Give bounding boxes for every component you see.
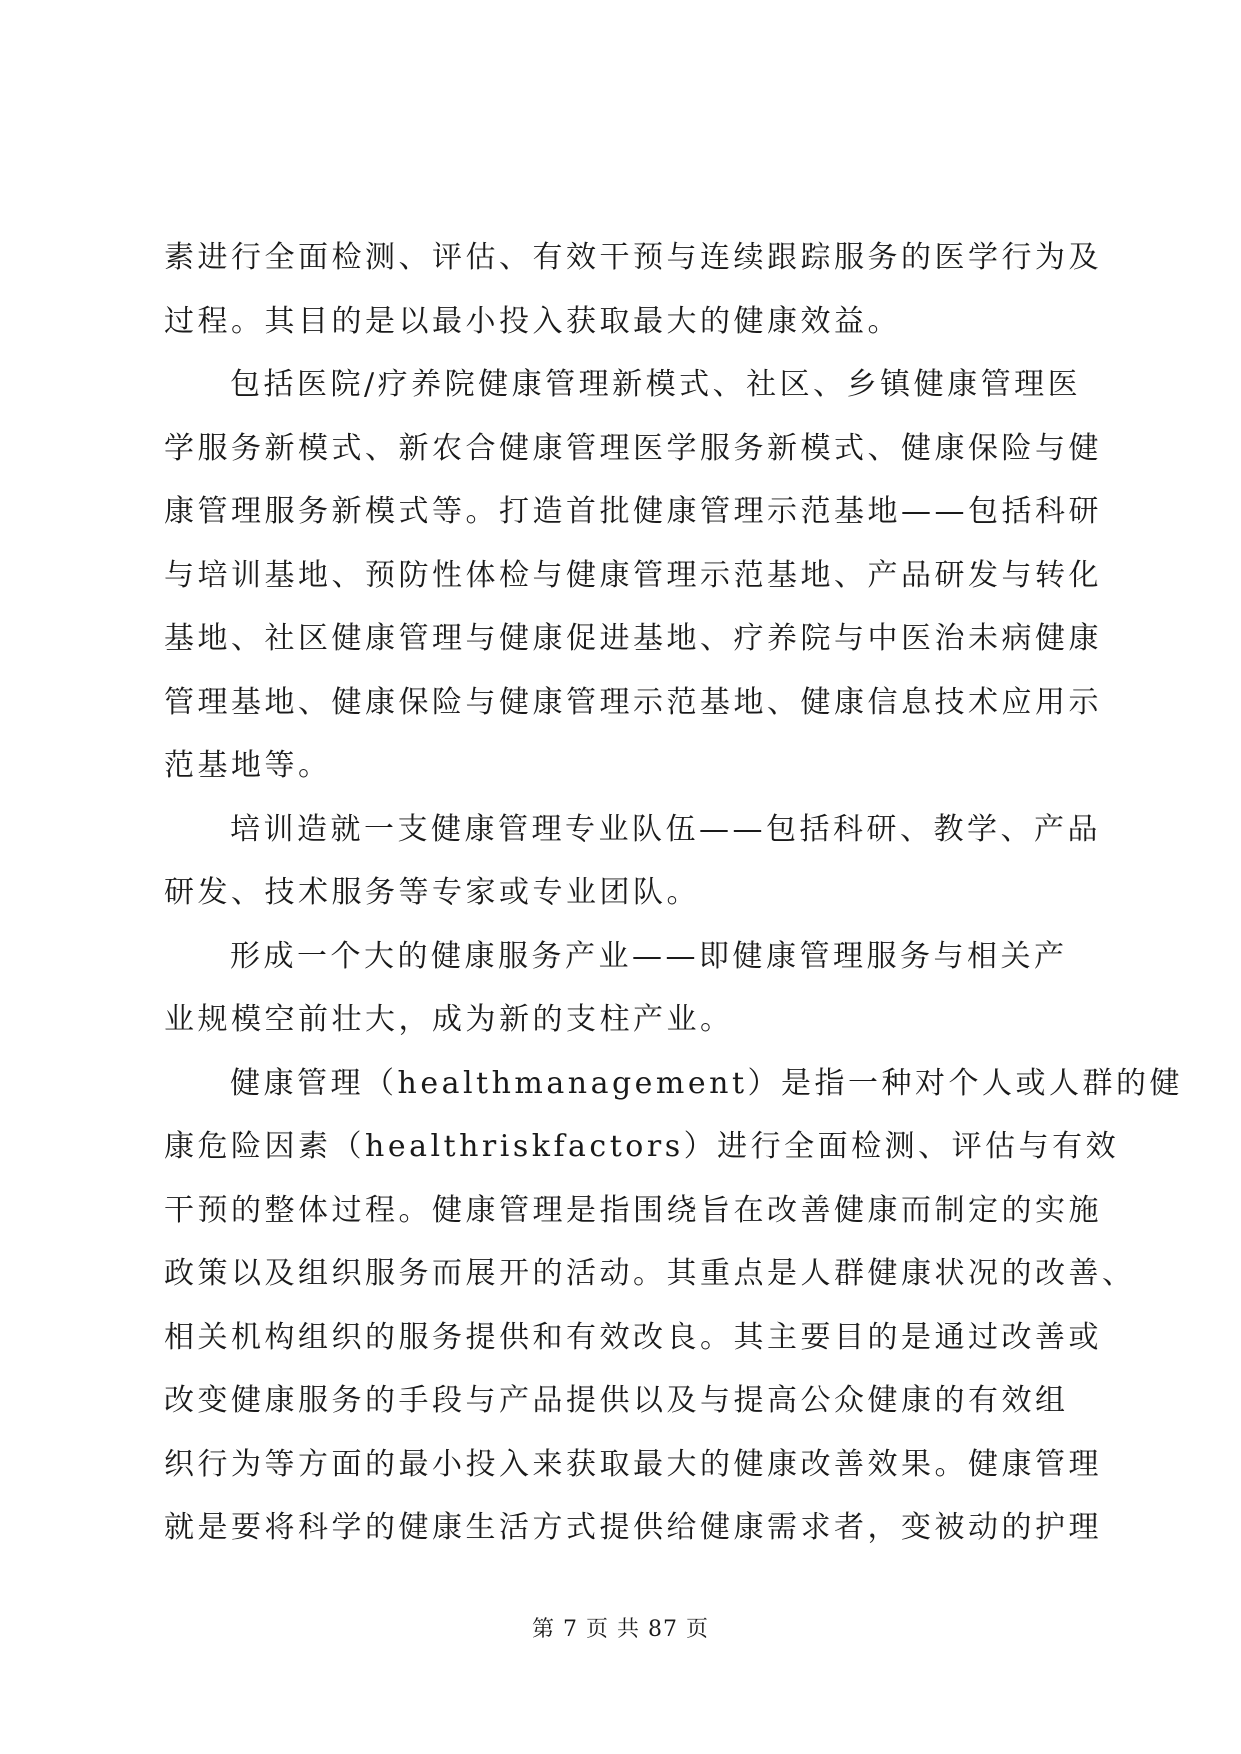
- text-line: 研发、技术服务等专家或专业团队。: [164, 875, 700, 910]
- page-number-footer: 第 7 页 共 87 页: [532, 1617, 709, 1642]
- text-line: 康管理服务新模式等。打造首批健康管理示范基地——包括科研: [164, 494, 1102, 529]
- text-line: 相关机构组织的服务提供和有效改良。其主要目的是通过改善或: [164, 1319, 1102, 1355]
- paragraph-first-line: 培训造就一支健康管理专业队伍——包括科研、教学、产品: [230, 811, 1101, 847]
- paragraph-first-line: 包括医院/疗养院健康管理新模式、社区、乡镇健康管理医: [230, 367, 1082, 402]
- text-line: 改变健康服务的手段与产品提供以及与提高公众健康的有效组: [164, 1383, 1069, 1418]
- text-line: 范基地等。: [164, 748, 332, 783]
- text-line: 学服务新模式、新农合健康管理医学服务新模式、健康保险与健: [164, 430, 1102, 466]
- text-line: 素进行全面检测、评估、有效干预与连续跟踪服务的医学行为及: [164, 240, 1102, 275]
- text-line: 基地、社区健康管理与健康促进基地、疗养院与中医治未病健康: [164, 621, 1102, 656]
- paragraph-first-line: 健康管理（healthmanagement）是指一种对个人或人群的健: [230, 1065, 1184, 1101]
- text-line: 与培训基地、预防性体检与健康管理示范基地、产品研发与转化: [164, 557, 1102, 593]
- text-line: 业规模空前壮大，成为新的支柱产业。: [164, 1002, 734, 1037]
- text-line: 干预的整体过程。健康管理是指围绕旨在改善健康而制定的实施: [164, 1192, 1102, 1228]
- paragraph-first-line: 形成一个大的健康服务产业——即健康管理服务与相关产: [230, 938, 1068, 974]
- text-line: 织行为等方面的最小投入来获取最大的健康改善效果。健康管理: [164, 1446, 1102, 1482]
- body-text: [164, 226, 1184, 1560]
- text-line: 就是要将科学的健康生活方式提供给健康需求者，变被动的护理: [164, 1510, 1102, 1545]
- text-line: 过程。其目的是以最小投入获取最大的健康效益。: [164, 303, 901, 339]
- text-line: 政策以及组织服务而展开的活动。其重点是人群健康状况的改善、: [164, 1256, 1136, 1291]
- text-line: 管理基地、健康保险与健康管理示范基地、健康信息技术应用示: [164, 684, 1102, 720]
- text-line: 康危险因素（healthriskfactors）进行全面检测、评估与有效: [164, 1129, 1120, 1164]
